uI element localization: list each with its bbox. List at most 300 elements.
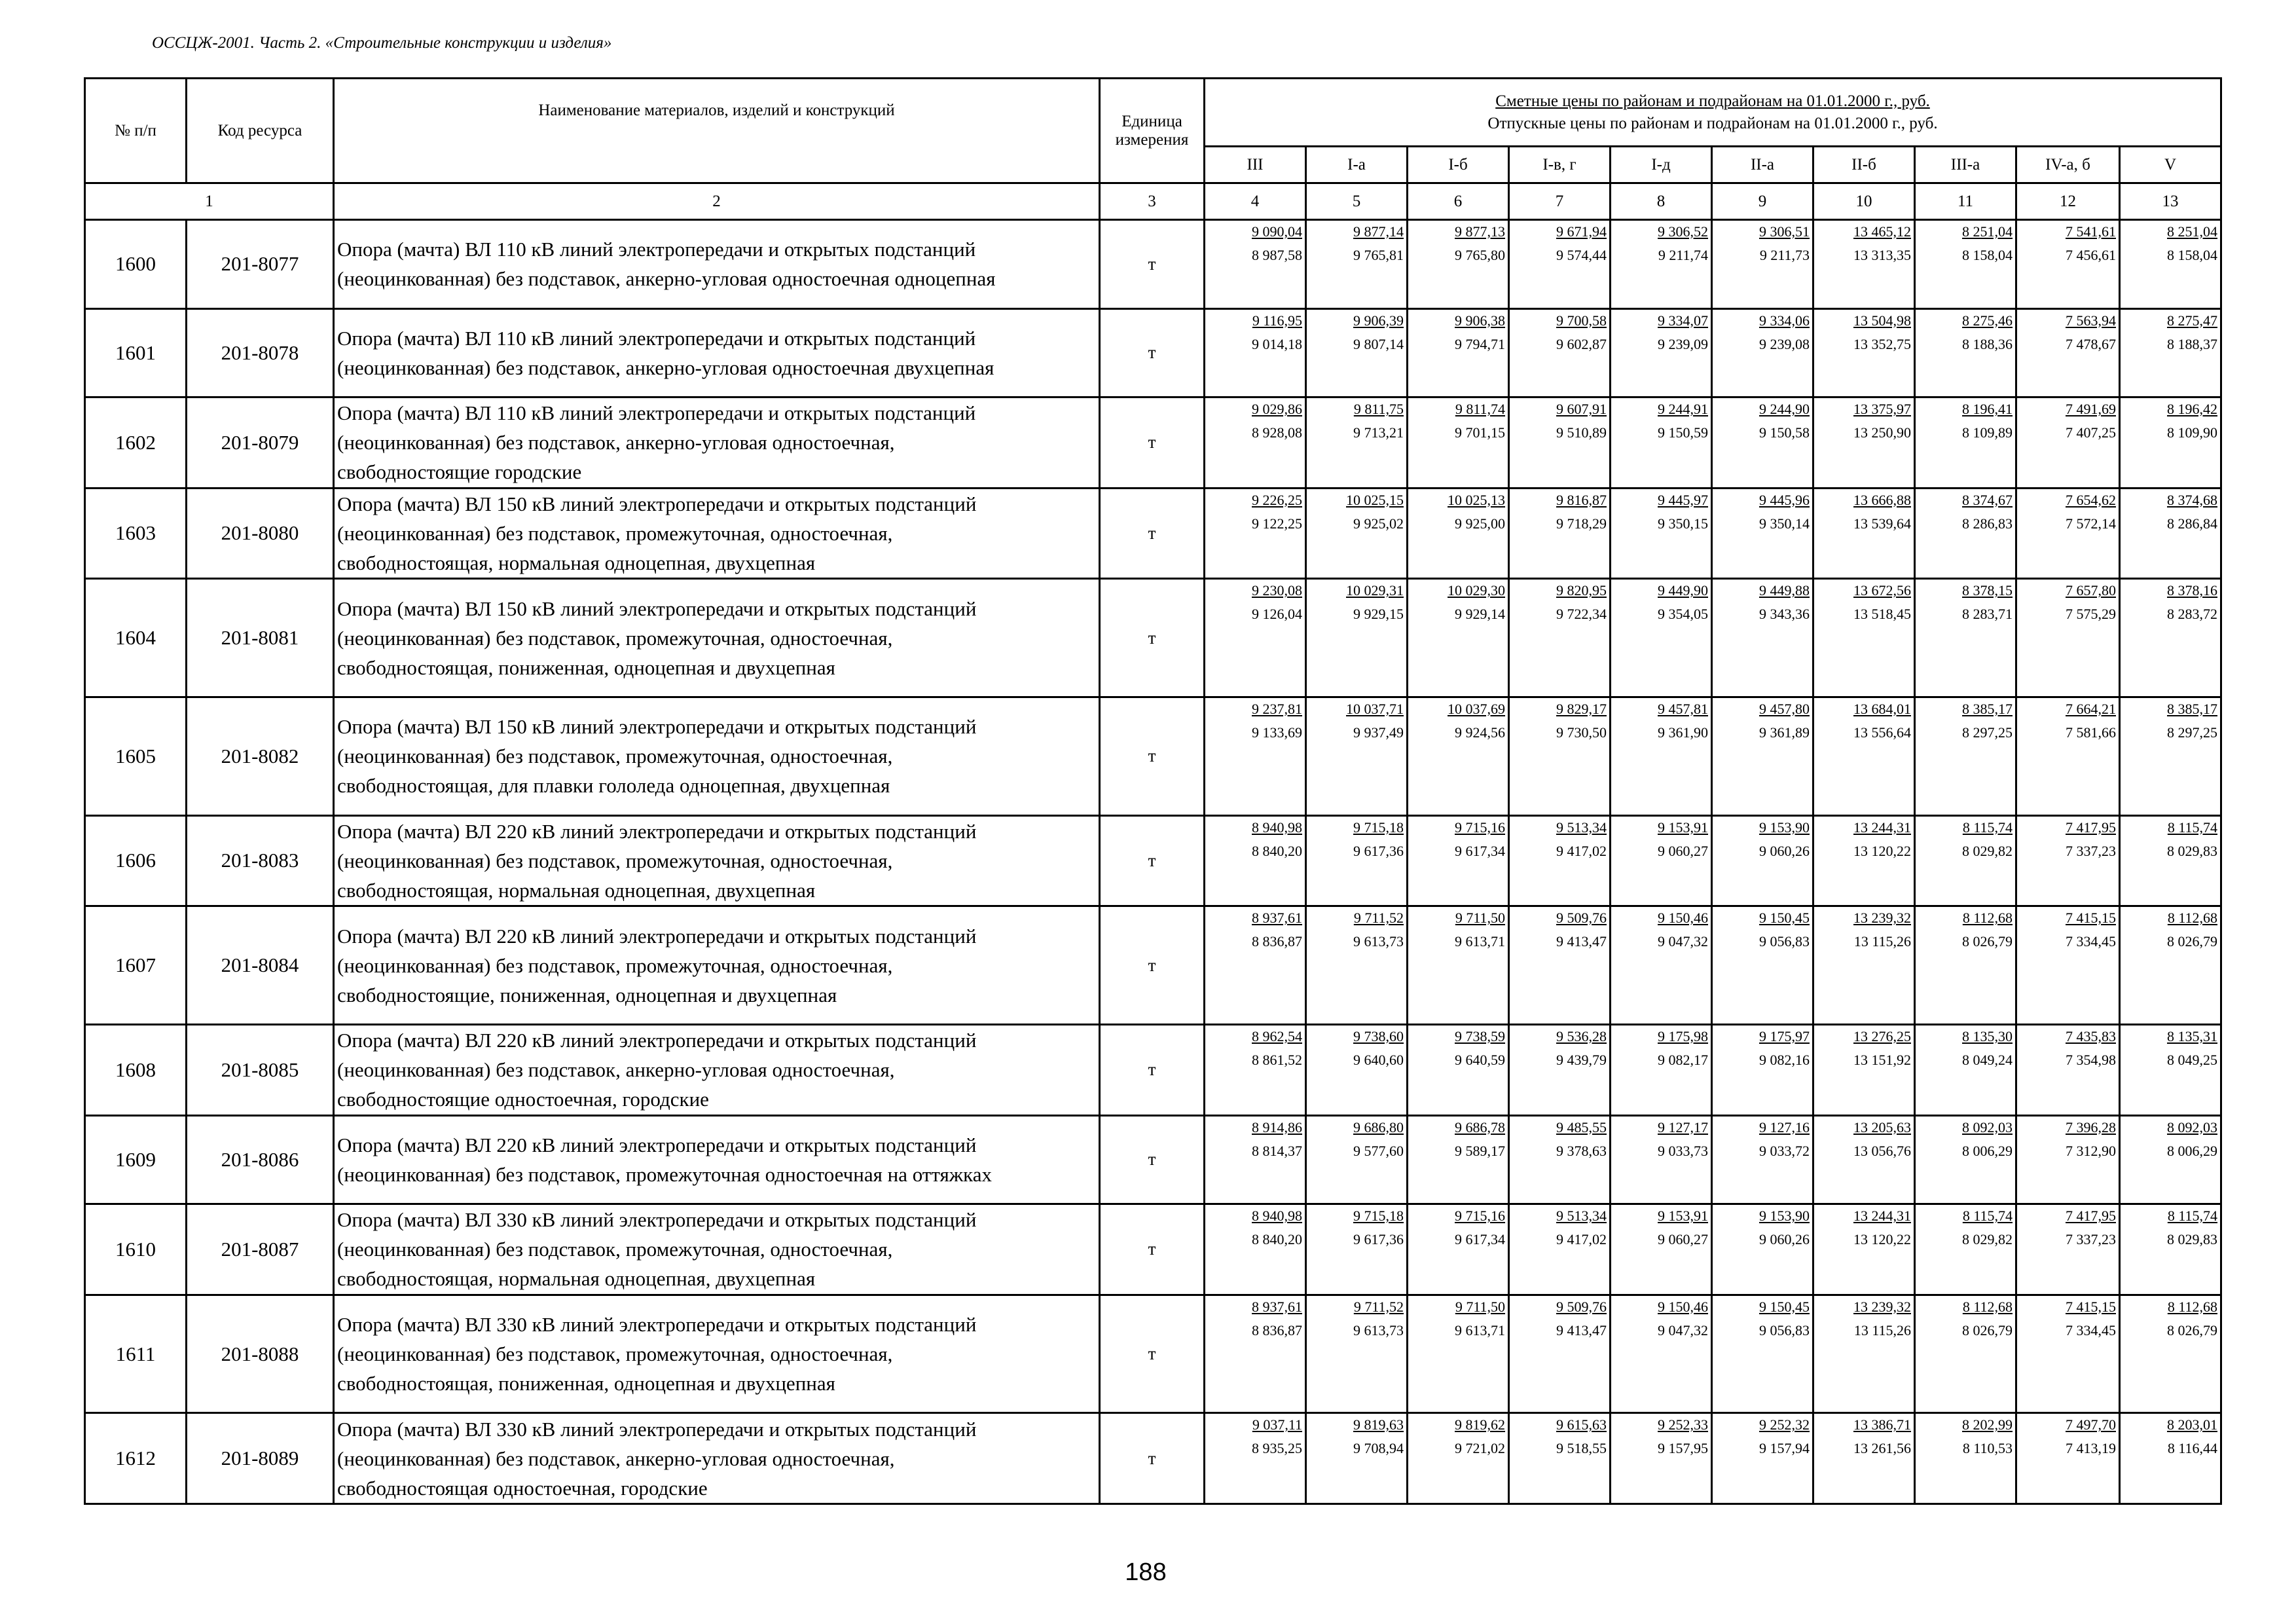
estimate-price: 7 657,80 [2066,582,2116,599]
estimate-price: 9 738,59 [1455,1027,1505,1044]
release-price: 9 082,16 [1759,1051,1810,1068]
item-name-line: свободностоящая, пониженная, одноцепная и двухцепная [337,1372,835,1395]
estimate-price: 9 615,63 [1556,1416,1607,1433]
resource-code: 201-8089 [187,1413,334,1504]
release-price: 9 014,18 [1252,335,1302,352]
price-cell [1915,1413,2016,1504]
estimate-price: 9 819,62 [1455,1416,1505,1433]
estimate-price: 8 135,30 [1962,1027,2013,1044]
item-name-line: (неоцинкованная) без подставок, промежуточная, одностоечная, [337,745,893,768]
price-cell [1509,1295,1611,1413]
estimate-price: 9 671,94 [1556,223,1607,240]
price-cell [1306,488,1408,579]
estimate-price: 9 445,96 [1759,491,1810,508]
estimate-price: 9 715,18 [1353,1208,1404,1225]
release-price: 9 150,58 [1759,424,1810,441]
estimate-price: 7 541,61 [2066,223,2116,240]
resource-code: 201-8087 [187,1204,334,1295]
release-price: 13 261,56 [1853,1440,1911,1457]
page-number: 188 [1125,1559,1167,1586]
estimate-price: 13 239,32 [1853,1298,1911,1315]
release-price: 13 250,90 [1853,424,1911,441]
estimate-price: 7 415,15 [2066,1298,2116,1315]
release-price: 9 794,71 [1455,335,1505,352]
price-cell [2120,1204,2221,1295]
price-cell [1611,308,1712,397]
estimate-price: 13 666,88 [1853,491,1911,508]
price-cell [1205,397,1306,489]
estimate-price: 9 127,16 [1759,1118,1810,1135]
resource-code: 201-8085 [187,1024,334,1115]
price-cell [2120,815,2221,906]
price-cell [1712,1295,1813,1413]
item-name [334,488,1100,579]
table-row [85,815,2221,906]
item-name-line: (неоцинкованная) без подставок, промежуточная, одностоечная, [337,521,893,545]
release-price: 8 158,04 [1962,247,2013,263]
estimate-price: 8 385,17 [1962,700,2013,717]
release-price: 9 617,34 [1455,842,1505,859]
estimate-price: 8 092,03 [1962,1118,2013,1135]
price-cell [2016,579,2120,697]
item-name-line: Опора (мачта) ВЛ 150 кВ линий электропередачи и открытых подстанций [337,597,977,620]
price-cell [1915,1115,2016,1204]
price-cell [1205,1115,1306,1204]
estimate-price: 7 415,15 [2066,910,2116,927]
estimate-price: 9 090,04 [1252,223,1302,240]
release-price: 9 577,60 [1353,1142,1404,1159]
price-cell [1306,906,1408,1025]
estimate-price: 9 811,74 [1455,401,1505,418]
price-cell [1915,815,2016,906]
release-price: 8 814,37 [1252,1142,1302,1159]
release-price: 8 283,72 [2167,606,2218,623]
price-cell [1915,1295,2016,1413]
estimate-price: 8 940,98 [1252,819,1302,836]
column-number: 10 [1813,183,1915,220]
release-price: 9 617,34 [1455,1231,1505,1248]
price-cell [1813,488,1915,579]
estimate-price: 13 386,71 [1853,1416,1911,1433]
estimate-price: 13 504,98 [1853,312,1911,329]
table-row [85,1115,2221,1204]
estimate-price: 9 127,17 [1658,1118,1708,1135]
release-price: 9 617,36 [1353,1231,1404,1248]
release-price: 9 613,71 [1455,933,1505,950]
price-cell [1611,579,1712,697]
unit: т [1100,1413,1205,1504]
row-number: 1607 [85,906,187,1025]
price-cell [1205,1204,1306,1295]
price-cell [1712,579,1813,697]
release-price: 8 029,83 [2167,1231,2218,1248]
price-cell [1712,1115,1813,1204]
estimate-price: 13 244,31 [1853,819,1911,836]
release-price: 7 334,45 [2066,933,2116,950]
row-number: 1601 [85,308,187,397]
release-price: 9 361,90 [1658,724,1708,741]
release-price: 9 929,15 [1353,606,1404,623]
estimate-price: 8 251,04 [1962,223,2013,240]
header-col-code: Код ресурса [187,79,334,183]
item-name-line: Опора (мачта) ВЛ 110 кВ линий электропередачи и открытых подстанций [337,401,976,425]
column-number: 2 [334,183,1100,220]
release-price: 9 150,59 [1658,424,1708,441]
unit: т [1100,1204,1205,1295]
price-cell [1611,488,1712,579]
column-number: 9 [1712,183,1813,220]
column-number: 7 [1509,183,1611,220]
price-cell [2120,220,2221,309]
release-price: 13 056,76 [1853,1142,1911,1159]
item-name [334,308,1100,397]
region-header: I-б [1408,147,1509,183]
region-header: III-а [1915,147,2016,183]
release-price: 8 158,04 [2167,247,2218,263]
release-price: 13 352,75 [1853,335,1911,352]
release-price: 8 029,83 [2167,842,2218,859]
estimate-price: 7 396,28 [2066,1118,2116,1135]
estimate-price: 8 202,99 [1962,1416,2013,1433]
estimate-price: 10 037,69 [1448,700,1505,717]
price-cell [2016,1115,2120,1204]
price-cell [1509,579,1611,697]
price-cell [2016,220,2120,309]
estimate-price: 9 150,45 [1759,1298,1810,1315]
estimate-price: 9 686,80 [1353,1118,1404,1135]
column-number: 6 [1408,183,1509,220]
item-name-line: (неоцинкованная) без подставок, промежуточная, одностоечная, [337,849,893,872]
estimate-price: 9 513,34 [1556,819,1607,836]
price-cell [1712,815,1813,906]
estimate-price: 8 115,74 [2167,1208,2218,1225]
price-cell [2120,579,2221,697]
estimate-price: 9 715,16 [1455,1208,1505,1225]
unit: т [1100,488,1205,579]
release-price: 9 602,87 [1556,335,1607,352]
release-price: 9 047,32 [1658,1321,1708,1338]
estimate-price: 8 115,74 [1962,819,2013,836]
region-header: II-б [1813,147,1915,183]
release-price: 13 313,35 [1853,247,1911,263]
item-name-line: свободностоящие одностоечная, городские [337,1088,709,1111]
price-cell [1915,579,2016,697]
price-cell [2016,1024,2120,1115]
price-cell [1712,1024,1813,1115]
price-cell [1712,488,1813,579]
release-price: 8 840,20 [1252,842,1302,859]
unit: т [1100,906,1205,1025]
release-price: 9 239,09 [1658,335,1708,352]
estimate-price: 8 112,68 [2167,910,2218,927]
release-price: 8 286,84 [2167,515,2218,532]
estimate-price: 7 435,83 [2066,1027,2116,1044]
row-number: 1604 [85,579,187,697]
estimate-price: 9 153,90 [1759,1208,1810,1225]
estimate-price: 9 513,34 [1556,1208,1607,1225]
release-price: 9 126,04 [1252,606,1302,623]
estimate-price: 9 711,50 [1455,1298,1505,1315]
estimate-price: 9 819,63 [1353,1416,1404,1433]
release-price: 9 713,21 [1353,424,1404,441]
release-price: 13 539,64 [1853,515,1911,532]
price-cell [1509,397,1611,489]
price-cell [1915,397,2016,489]
item-name-line: (неоцинкованная) без подставок, анкерно-угловая одностоечная одноцепная [337,267,996,291]
price-cell [1611,1204,1712,1295]
item-name [334,1413,1100,1504]
price-cell [1813,697,1915,815]
estimate-price: 9 116,95 [1252,312,1302,329]
price-cell [1915,906,2016,1025]
region-header: II-а [1712,147,1813,183]
release-price: 9 157,95 [1658,1440,1708,1457]
table-row [85,397,2221,489]
release-price: 7 337,23 [2066,842,2116,859]
estimate-price: 8 135,31 [2167,1027,2218,1044]
release-price: 8 049,24 [1962,1051,2013,1068]
release-price: 8 935,25 [1252,1440,1302,1457]
item-name [334,220,1100,309]
estimate-price: 9 457,81 [1658,700,1708,717]
price-cell [1306,1413,1408,1504]
resource-code: 201-8088 [187,1295,334,1413]
release-price: 8 928,08 [1252,424,1302,441]
estimate-price: 9 509,76 [1556,1298,1607,1315]
estimate-price: 8 196,41 [1962,401,2013,418]
item-name [334,906,1100,1025]
price-cell [1408,1204,1509,1295]
unit: т [1100,1115,1205,1204]
table-row [85,579,2221,697]
price-cell [1408,815,1509,906]
item-name-line: Опора (мачта) ВЛ 110 кВ линий электропередачи и открытых подстанций [337,326,976,350]
item-name-line: (неоцинкованная) без подставок, промежуточная, одностоечная, [337,626,893,650]
price-cell [1813,1115,1915,1204]
price-cell [1915,697,2016,815]
release-price: 8 987,58 [1252,247,1302,263]
price-cell [2120,1115,2221,1204]
price-cell [1205,308,1306,397]
release-price: 9 518,55 [1556,1440,1607,1457]
estimate-price: 8 115,74 [1962,1208,2013,1225]
unit: т [1100,1024,1205,1115]
price-cell [1813,397,1915,489]
resource-code: 201-8082 [187,697,334,815]
row-number: 1609 [85,1115,187,1204]
release-price: 13 120,22 [1853,1231,1911,1248]
price-cell [1813,906,1915,1025]
estimate-price: 9 820,95 [1556,582,1607,599]
estimate-price: 9 244,91 [1658,401,1708,418]
price-cell [1813,1295,1915,1413]
release-price: 8 006,29 [1962,1142,2013,1159]
release-price: 9 718,29 [1556,515,1607,532]
resource-code: 201-8079 [187,397,334,489]
release-price: 9 157,94 [1759,1440,1810,1457]
table-row [85,1295,2221,1413]
estimate-price: 8 092,03 [2167,1118,2218,1135]
estimate-price: 9 153,91 [1658,1208,1708,1225]
release-price: 9 589,17 [1455,1142,1505,1159]
row-number: 1603 [85,488,187,579]
price-cell [2016,397,2120,489]
estimate-price: 7 491,69 [2066,401,2116,418]
estimate-price: 9 607,91 [1556,401,1607,418]
item-name-line: Опора (мачта) ВЛ 330 кВ линий электропередачи и открытых подстанций [337,1313,977,1337]
release-price: 9 413,47 [1556,1321,1607,1338]
estimate-price: 8 112,68 [1962,910,2013,927]
region-header: I-д [1611,147,1712,183]
release-price: 8 026,79 [1962,933,2013,950]
price-cell [2016,697,2120,815]
price-cell [1306,308,1408,397]
release-price: 9 613,71 [1455,1321,1505,1338]
estimate-price: 9 715,16 [1455,819,1505,836]
release-price: 8 297,25 [1962,724,2013,741]
price-cell [1509,906,1611,1025]
item-name-line: Опора (мачта) ВЛ 150 кВ линий электропередачи и открытых подстанций [337,715,977,739]
item-name-line: свободностоящая, пониженная, одноцепная и двухцепная [337,655,835,679]
price-cell [1408,1295,1509,1413]
price-cell [1712,906,1813,1025]
price-cell [1306,1115,1408,1204]
release-price: 9 056,83 [1759,933,1810,950]
item-name [334,1295,1100,1413]
release-price: 13 151,92 [1853,1051,1911,1068]
item-name [334,1204,1100,1295]
release-price: 9 082,17 [1658,1051,1708,1068]
item-name-line: свободностоящая, нормальная одноцепная, двухцепная [337,1267,816,1291]
price-cell [1611,906,1712,1025]
price-cell [1306,1204,1408,1295]
price-cell [2016,1295,2120,1413]
release-price: 9 350,15 [1658,515,1708,532]
estimate-price: 9 700,58 [1556,312,1607,329]
estimate-price: 9 334,06 [1759,312,1810,329]
estimate-price: 9 711,52 [1353,1298,1404,1315]
item-name [334,579,1100,697]
table-row [85,308,2221,397]
header-col-unit: Единица измерения [1100,79,1205,183]
price-cell [1205,1413,1306,1504]
estimate-price: 10 029,31 [1346,582,1404,599]
release-price: 7 572,14 [2066,515,2116,532]
column-number: 11 [1915,183,2016,220]
price-cell [1509,1204,1611,1295]
item-name-line: свободностоящая, нормальная одноцепная, двухцепная [337,551,816,574]
resource-code: 201-8086 [187,1115,334,1204]
item-name-line: (неоцинкованная) без подставок, промежуточная одностоечная на оттяжках [337,1162,993,1186]
header-price-group [1205,79,2221,147]
release-price: 9 047,32 [1658,933,1708,950]
release-price: 7 407,25 [2066,424,2116,441]
price-cell [2016,815,2120,906]
release-price: 7 312,90 [2066,1142,2116,1159]
estimate-price: 9 711,52 [1353,910,1404,927]
release-price: 8 006,29 [2167,1142,2218,1159]
release-price: 13 518,45 [1853,606,1911,623]
release-price: 9 413,47 [1556,933,1607,950]
estimate-price: 8 914,86 [1252,1118,1302,1135]
item-name-line: (неоцинкованная) без подставок, промежуточная, одностоечная, [337,1342,893,1366]
release-price: 13 120,22 [1853,842,1911,859]
price-cell [1408,1413,1509,1504]
release-price: 7 581,66 [2066,724,2116,741]
estimate-price: 9 252,33 [1658,1416,1708,1433]
price-cell [1306,397,1408,489]
release-price: 9 574,44 [1556,247,1607,263]
release-price: 13 556,64 [1853,724,1911,741]
price-cell [1712,308,1813,397]
region-header: III [1205,147,1306,183]
header-col-name: Наименование материалов, изделий и конструкций [334,79,1100,183]
estimate-price: 8 112,68 [2167,1298,2218,1315]
price-cell [1509,308,1611,397]
price-cell [1306,579,1408,697]
release-price: 8 283,71 [1962,606,2013,623]
price-cell [1306,697,1408,815]
price-cell [1306,815,1408,906]
release-price: 7 354,98 [2066,1051,2116,1068]
release-price: 9 640,60 [1353,1051,1404,1068]
price-cell [1509,220,1611,309]
estimate-price: 8 378,16 [2167,582,2218,599]
estimate-price: 9 829,17 [1556,700,1607,717]
price-table [84,77,2222,1505]
price-cell [2120,308,2221,397]
table-row [85,220,2221,309]
release-price: 9 925,02 [1353,515,1404,532]
estimate-price: 9 226,25 [1252,491,1302,508]
price-cell [1408,1115,1509,1204]
item-name-line: Опора (мачта) ВЛ 220 кВ линий электропередачи и открытых подстанций [337,1029,977,1052]
estimate-price: 13 684,01 [1853,700,1911,717]
price-cell [1813,308,1915,397]
estimate-price: 7 654,62 [2066,491,2116,508]
row-number: 1608 [85,1024,187,1115]
estimate-price: 10 037,71 [1346,700,1404,717]
price-cell [1205,697,1306,815]
price-cell [1306,1024,1408,1115]
estimate-price: 7 664,21 [2066,700,2116,717]
estimate-price: 9 150,46 [1658,910,1708,927]
price-cell [1611,815,1712,906]
estimate-price: 9 029,86 [1252,401,1302,418]
estimate-price: 8 275,47 [2167,312,2218,329]
release-price: 9 730,50 [1556,724,1607,741]
item-name-line: (неоцинкованная) без подставок, анкерно-угловая одностоечная, [337,1447,895,1470]
estimate-price: 13 239,32 [1853,910,1911,927]
row-number: 1605 [85,697,187,815]
release-price: 9 613,73 [1353,1321,1404,1338]
resource-code: 201-8077 [187,220,334,309]
release-price: 9 701,15 [1455,424,1505,441]
price-cell [1408,397,1509,489]
item-name-line: свободностоящие городские [337,460,582,484]
price-cell [1915,1024,2016,1115]
release-price: 9 613,73 [1353,933,1404,950]
price-cell [1915,1204,2016,1295]
release-price: 9 122,25 [1252,515,1302,532]
price-cell [1915,488,2016,579]
price-cell [1712,397,1813,489]
release-price: 9 924,56 [1455,724,1505,741]
unit: т [1100,697,1205,815]
release-price: 9 056,83 [1759,1321,1810,1338]
estimate-price: 9 150,45 [1759,910,1810,927]
price-cell [1712,1204,1813,1295]
